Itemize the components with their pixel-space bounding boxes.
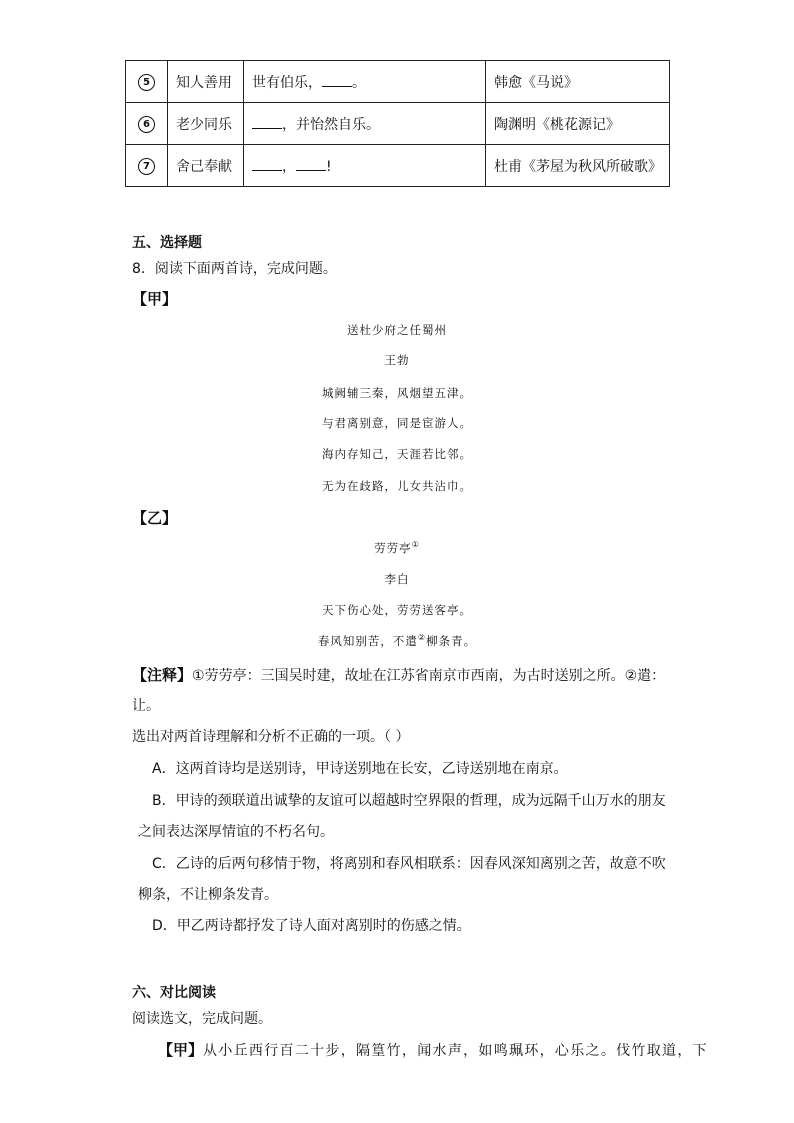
question-prompt: 选出对两首诗理解和分析不正确的一项。（ ） [132, 729, 410, 745]
option-b-cont: 之间表达深厚情谊的不朽名句。 [138, 824, 334, 840]
row-source: 陶渊明《桃花源记》 [486, 103, 670, 145]
poem1-title: 送杜少府之任蜀州 [347, 323, 447, 337]
passage-jia: 【甲】从小丘西行百二十步，隔篁竹，闻水声，如鸣珮环，心乐之。伐竹取道，下 [158, 1041, 708, 1059]
quote-text: ， [282, 158, 296, 175]
option-c-cont: 柳条，不让柳条发青。 [138, 887, 278, 903]
poem2-line: 春风知别苦，不遣②柳条青。 [317, 633, 477, 648]
row-number [126, 103, 168, 145]
quote-text: ! [326, 158, 332, 175]
note-line: 【注释】①劳劳亭：三国吴时建，故址在江苏省南京市西南，为古时送别之所。②遣： [132, 666, 666, 684]
yi-label: 【乙】 [132, 509, 178, 527]
fill-blank [322, 74, 352, 87]
section6-intro: 阅读选文，完成问题。 [132, 1011, 272, 1027]
row-theme: 舍己奉献 [168, 145, 244, 187]
circled-number: 7 [138, 158, 155, 175]
poem1-author: 王勃 [384, 353, 410, 367]
table-row [126, 103, 670, 145]
circled-number: 5 [138, 74, 155, 91]
poem1-line: 城阙辅三秦，风烟望五津。 [322, 386, 472, 400]
poem2-line: 天下伤心处，劳劳送客亭。 [322, 603, 472, 617]
jia-label: 【甲】 [132, 290, 178, 308]
circled-number: 6 [138, 116, 155, 133]
row-number [126, 61, 168, 103]
row-quote [244, 61, 486, 103]
section6-heading: 六、对比阅读 [132, 985, 216, 1001]
poem2-title: 劳劳亭① [374, 540, 420, 555]
row-source: 韩愈《马说》 [486, 61, 670, 103]
quotation-table [125, 60, 670, 187]
option-b: B．甲诗的颈联道出诚挚的友谊可以超越时空界限的哲理，成为远隔千山万水的朋友 [152, 793, 666, 809]
row-quote [244, 145, 486, 187]
row-quote [244, 103, 486, 145]
fill-blank [296, 158, 326, 171]
option-a: A．这两首诗均是送别诗，甲诗送别地在长安，乙诗送别地在南京。 [152, 761, 568, 777]
option-c: C．乙诗的后两句移情于物，将离别和春风相联系：因春风深知离别之苦，故意不吹 [152, 856, 666, 872]
table-row [126, 61, 670, 103]
note-line: 让。 [132, 698, 160, 714]
poem1-line: 无为在歧路，儿女共沾巾。 [322, 479, 472, 493]
quote-text: 。 [352, 74, 366, 91]
section5-heading: 五、选择题 [132, 235, 202, 251]
poem2-author: 李白 [384, 572, 410, 586]
fill-blank [252, 158, 282, 171]
row-theme: 知人善用 [168, 61, 244, 103]
row-theme: 老少同乐 [168, 103, 244, 145]
row-source: 杜甫《茅屋为秋风所破歌》 [486, 145, 670, 187]
poem1-line: 海内存知己，天涯若比邻。 [322, 447, 472, 461]
row-number [126, 145, 168, 187]
fill-blank [252, 116, 282, 129]
quote-text: 世有伯乐， [252, 74, 322, 91]
quote-text: ，并怡然自乐。 [282, 116, 380, 133]
poem1-line: 与君离别意，同是宦游人。 [322, 416, 472, 430]
option-d: D．甲乙两诗都抒发了诗人面对离别时的伤感之情。 [152, 918, 471, 934]
question-8: 8．阅读下面两首诗，完成问题。 [132, 261, 337, 277]
table-row [126, 145, 670, 187]
